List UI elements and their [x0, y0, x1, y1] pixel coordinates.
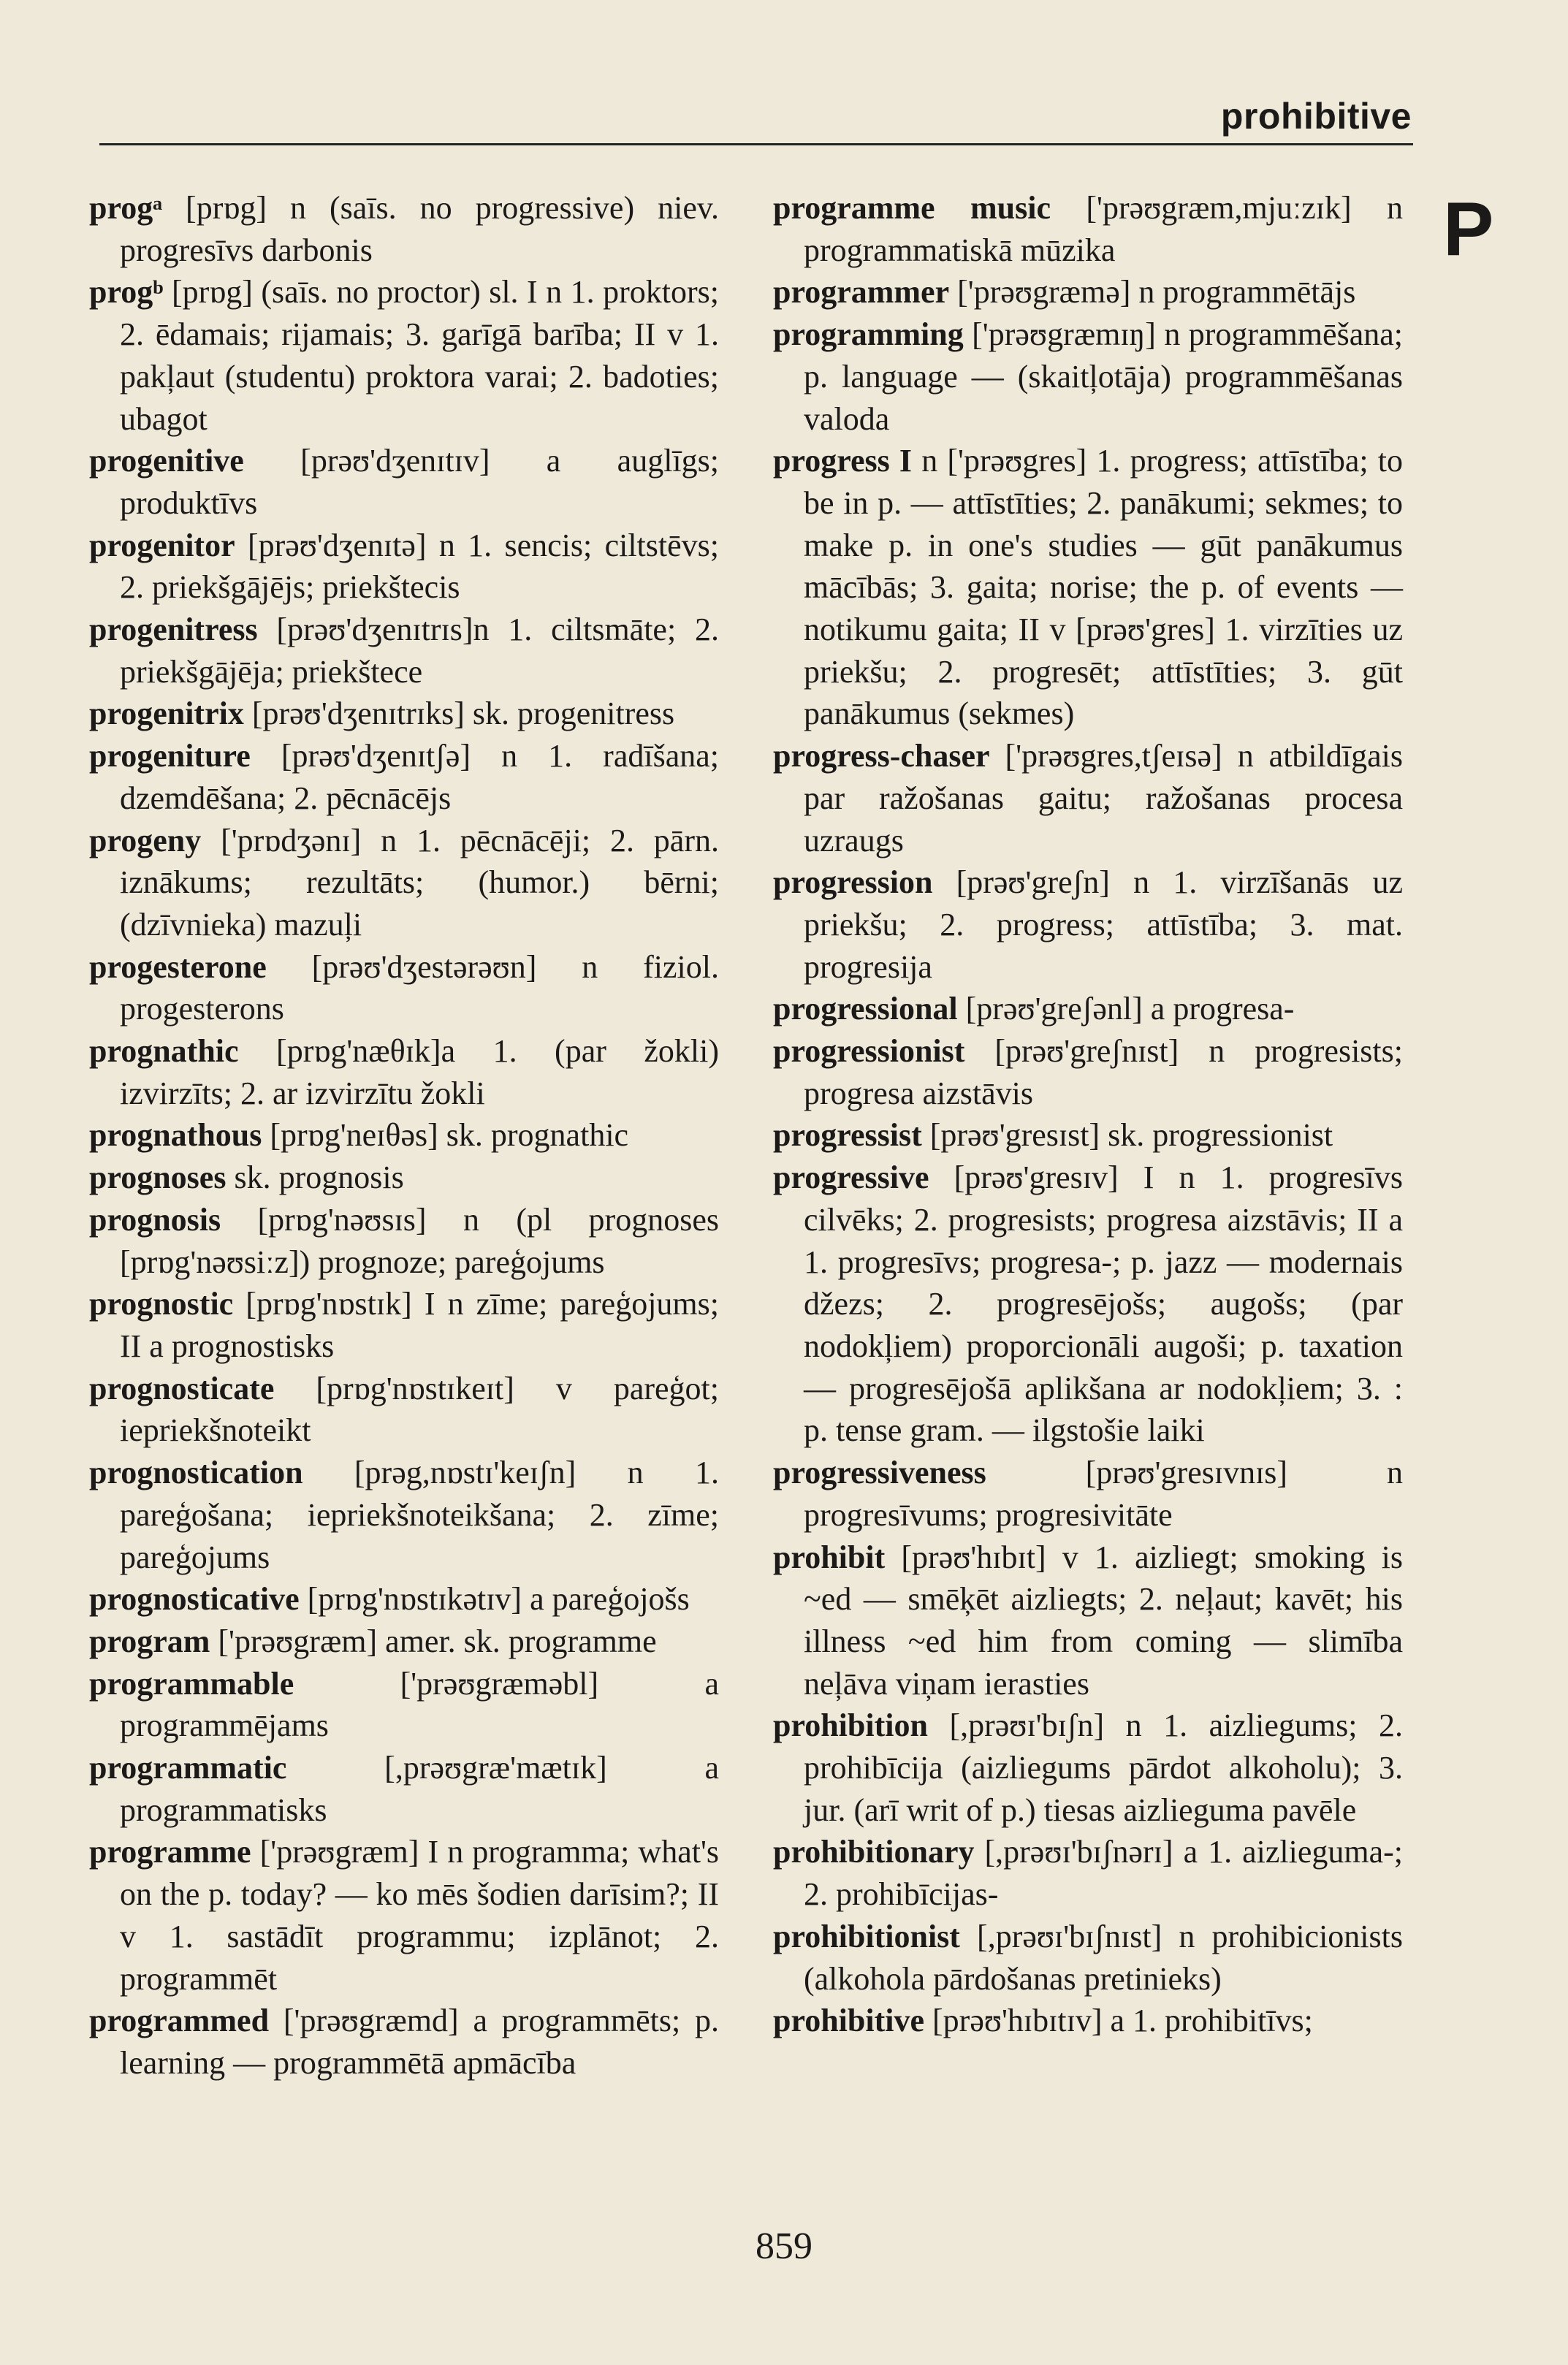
entry-definition: [prɒg'nɒstɪk] I n zīme; pareģojums; II a prognostisks: [120, 1286, 719, 1364]
entry-definition: ['prəʊgres,tʃeɪsə] n atbildīgais par ražošanas gaitu; ražošanas procesa uzraugs: [804, 738, 1403, 858]
entry-definition: [prəʊ'dʒestərəʊn] n fiziol. progesterons: [120, 948, 719, 1027]
entry-headword: prognostic: [89, 1286, 234, 1322]
dictionary-entry: [773, 187, 1403, 271]
entry-headword: prognostication: [89, 1455, 303, 1491]
entry-definition: [prəʊ'dʒenɪtə] n 1. sencis; ciltstēvs; 2. priekšgājējs; priekštecis: [120, 527, 719, 606]
entry-headword: prognathic: [89, 1033, 239, 1070]
entry-headword: prognosticative: [89, 1581, 300, 1618]
entry-definition: [,prəʊɪ'bɪʃn] n 1. aizliegums; 2. prohibīcija (aizliegums pārdot alkoholu); 3. jur. (arī writ of p.) tiesas aizlieguma pavēle: [804, 1707, 1403, 1828]
entry-headword: progressist: [773, 1117, 922, 1154]
entry-headword: prohibition: [773, 1707, 928, 1744]
entry-headword: program: [89, 1623, 210, 1659]
dictionary-entry: [773, 1030, 1403, 1114]
entry-definition: ['prəʊgræm] I n programma; what's on the p. today? — ko mēs šodien darīsim?; II v 1. sastādīt programmu; izplānot; 2. programmēt: [120, 1834, 719, 1997]
dictionary-entry: [773, 861, 1403, 988]
dictionary-entry: [89, 1157, 719, 1199]
dictionary-entry: [89, 609, 719, 693]
dictionary-entry: [773, 1831, 1403, 1915]
entry-definition: sk. prognosis: [226, 1159, 404, 1196]
dictionary-entry: [773, 1916, 1403, 2000]
entry-headword: prognosis: [89, 1201, 221, 1238]
dictionary-entry: [773, 440, 1403, 735]
dictionary-entry: [89, 735, 719, 819]
entry-headword: progressiveness: [773, 1455, 986, 1491]
page-number: 859: [756, 2225, 812, 2267]
entry-definition: [prəʊ'hɪbɪtɪv] a 1. prohibitīvs;: [924, 2003, 1313, 2039]
entry-headword: programmer: [773, 274, 950, 311]
entry-definition: [prəʊ'dʒenɪtrɪs]n 1. ciltsmāte; 2. priekšgājēja; priekštece: [120, 612, 719, 690]
entry-headword: programme: [89, 1834, 251, 1870]
entry-headword: prognoses: [89, 1159, 227, 1196]
entry-headword: programmable: [89, 1665, 294, 1702]
entry-headword: prognosticate: [89, 1370, 275, 1406]
entry-headword: prohibitive: [773, 2003, 925, 2039]
entry-definition: [prəg,nɒstɪ'keɪʃn] n 1. pareģošana; iepriekšnoteikšana; 2. zīme; pareģojums: [120, 1455, 719, 1575]
dictionary-entry: [89, 187, 719, 271]
dictionary-entry: [773, 1452, 1403, 1536]
entry-definition: ['prəʊgræmd] a programmēts; p. learning — programmētā apmācība: [120, 2003, 719, 2081]
entry-headword: progenitor: [89, 527, 235, 563]
dictionary-entry: [89, 1747, 719, 1831]
dictionary-entry: [89, 1831, 719, 2000]
entry-headword: progressionist: [773, 1033, 965, 1070]
entry-definition: [prəʊ'gresɪv] I n 1. progresīvs cilvēks; 2. progresists; progresa aizstāvis; II a 1. progresīvs; progresa-; p. jazz — modernais džezs; 2. progresējošs; augošs; (par nodokļiem) proporcionāli augoši; p. taxation — progresējošā aplikšana ar nodokļiem; 3. : p. tense gram. — ilgstošie laiki: [804, 1159, 1403, 1449]
entry-definition: [,prəʊɪ'bɪʃnɪst] n prohibicionists (alkohola pārdošanas pretinieks): [804, 1918, 1403, 1997]
entry-headword: progenitive: [89, 443, 244, 479]
dictionary-entry: [89, 1452, 719, 1578]
dictionary-entry: [773, 2000, 1403, 2042]
dictionary-entry: [773, 735, 1403, 861]
entry-headword: progeniture: [89, 738, 251, 774]
dictionary-entry: [773, 988, 1403, 1030]
dictionary-entry: [89, 946, 719, 1030]
entry-definition: n ['prəʊgres] 1. progress; attīstība; to be in p. — attīstīties; 2. panākumi; sekmes; to make p. in one's studies — gūt panākumus mācībās; 3. gaita; norise; the p. of events — notikumu gaita; II v [prəʊ'gres] 1. virzīties uz priekšu; 2. progresēt; attīstīties; 3. gūt panākumus (sekmes): [804, 443, 1403, 732]
dictionary-entry: [89, 525, 719, 609]
dictionary-entry: [773, 1536, 1403, 1705]
entry-headword: progᵇ: [89, 274, 164, 311]
right-column: [773, 187, 1403, 2042]
dictionary-entry: [89, 271, 719, 440]
entry-headword: progeny: [89, 822, 202, 858]
dictionary-entry: [89, 1199, 719, 1283]
entry-definition: [,prəʊɪ'bɪʃnərɪ] a 1. aizlieguma-; 2. prohibīcijas-: [804, 1834, 1403, 1913]
dictionary-entry: [773, 1114, 1403, 1157]
running-head: prohibitive: [1220, 96, 1412, 137]
entry-definition: [prəʊ'dʒenɪtɪv] a auglīgs; produktīvs: [120, 443, 719, 521]
dictionary-entry: [773, 271, 1403, 313]
entry-headword: progᵃ: [89, 190, 163, 226]
entry-headword: progenitress: [89, 612, 258, 648]
entry-definition: ['prəʊgræm] amer. sk. programme: [210, 1623, 657, 1659]
entry-definition: ['prɒdʒənɪ] n 1. pēcnācēji; 2. pārn. iznākums; rezultāts; (humor.) bērni; (dzīvnieka) mazuļi: [120, 822, 719, 942]
entry-headword: programming: [773, 316, 964, 353]
dictionary-entry: [89, 1621, 719, 1663]
entry-headword: progenitrix: [89, 696, 244, 732]
entry-headword: prohibitionist: [773, 1918, 960, 1954]
entry-headword: progress I: [773, 443, 913, 479]
entry-definition: [prəʊ'greʃn] n 1. virzīšanās uz priekšu; 2. progress; attīstība; 3. mat. progresija: [804, 864, 1403, 985]
entry-headword: progesterone: [89, 948, 267, 985]
entry-definition: [,prəʊgræ'mætɪk] a programmatisks: [120, 1750, 719, 1828]
entry-headword: progression: [773, 864, 933, 901]
entry-definition: [prəʊ'gresɪst] sk. progressionist: [921, 1117, 1333, 1154]
entry-definition: ['prəʊgræmɪŋ] n programmēšana; p. language — (skaitļotāja) programmēšanas valoda: [804, 316, 1403, 437]
dictionary-entry: [89, 820, 719, 946]
entry-definition: [prɒg'nɒstɪkətɪv] a pareģojošs: [299, 1581, 690, 1618]
entry-headword: programmatic: [89, 1750, 287, 1786]
entry-headword: progress-chaser: [773, 738, 990, 774]
dictionary-entry: [89, 440, 719, 524]
entry-definition: [prəʊ'greʃənl] a progresa-: [957, 991, 1295, 1027]
dictionary-entry: [89, 693, 719, 735]
entry-headword: prognathous: [89, 1117, 262, 1154]
entry-definition: ['prəʊgræmə] n programmētājs: [949, 274, 1356, 311]
header-rule: [99, 143, 1413, 145]
dictionary-entry: [89, 2000, 719, 2084]
dictionary-entry: [773, 313, 1403, 440]
entry-headword: prohibit: [773, 1539, 886, 1575]
section-letter: P: [1443, 187, 1494, 272]
entry-definition: [prɒg'neɪθəs] sk. prognathic: [262, 1117, 629, 1154]
left-column: [89, 187, 719, 2084]
dictionary-entry: [773, 1157, 1403, 1452]
entry-definition: [prɒg] (saīs. no proctor) sl. I n 1. proktors; 2. ēdamais; rijamais; 3. garīgā barība; II v 1. pakļaut (studentu) proktora varai; 2. badoties; ubagot: [120, 274, 719, 437]
entry-definition: [prəʊ'dʒenɪtrɪks] sk. progenitress: [243, 696, 675, 732]
dictionary-entry: [89, 1663, 719, 1747]
dictionary-entry: [773, 1705, 1403, 1831]
entry-definition: [prɒg'næθɪk]a 1. (par žokli) izvirzīts; 2. ar izvirzītu žokli: [120, 1033, 719, 1111]
entry-headword: progressive: [773, 1159, 929, 1196]
entry-headword: prohibitionary: [773, 1834, 975, 1870]
entry-headword: progressional: [773, 991, 958, 1027]
entry-headword: programme music: [773, 190, 1051, 226]
entry-definition: [prəʊ'dʒenɪtʃə] n 1. radīšana; dzemdēšana; 2. pēcnācējs: [120, 738, 719, 816]
entry-definition: [prəʊ'gresɪvnɪs] n progresīvums; progresivitāte: [804, 1455, 1403, 1533]
entry-definition: ['prəʊgræməbl] a programmējams: [120, 1665, 719, 1744]
entry-definition: [prəʊ'hɪbɪt] v 1. aizliegt; smoking is ~ed — smēķēt aizliegts; 2. neļaut; kavēt; his illness ~ed him from coming — slimība neļāva viņam ierasties: [804, 1539, 1403, 1702]
entry-definition: [prɒg] n (saīs. no progressive) niev. progresīvs darbonis: [120, 190, 719, 268]
dictionary-entry: [89, 1578, 719, 1621]
entry-headword: programmed: [89, 2003, 270, 2039]
entry-definition: [prɒg'nəʊsɪs] n (pl prognoses [prɒg'nəʊsiːz]) prognoze; pareģojums: [120, 1201, 719, 1280]
entry-definition: [prəʊ'greʃnɪst] n progresists; progresa aizstāvis: [804, 1033, 1403, 1111]
dictionary-entry: [89, 1283, 719, 1367]
entry-definition: [prɒg'nɒstɪkeɪt] v pareģot; iepriekšnoteikt: [120, 1370, 719, 1449]
dictionary-entry: [89, 1030, 719, 1114]
dictionary-entry: [89, 1114, 719, 1157]
dictionary-entry: [89, 1368, 719, 1452]
entry-definition: ['prəʊgræm,mjuːzɪk] n programmatiskā mūzika: [804, 190, 1404, 268]
